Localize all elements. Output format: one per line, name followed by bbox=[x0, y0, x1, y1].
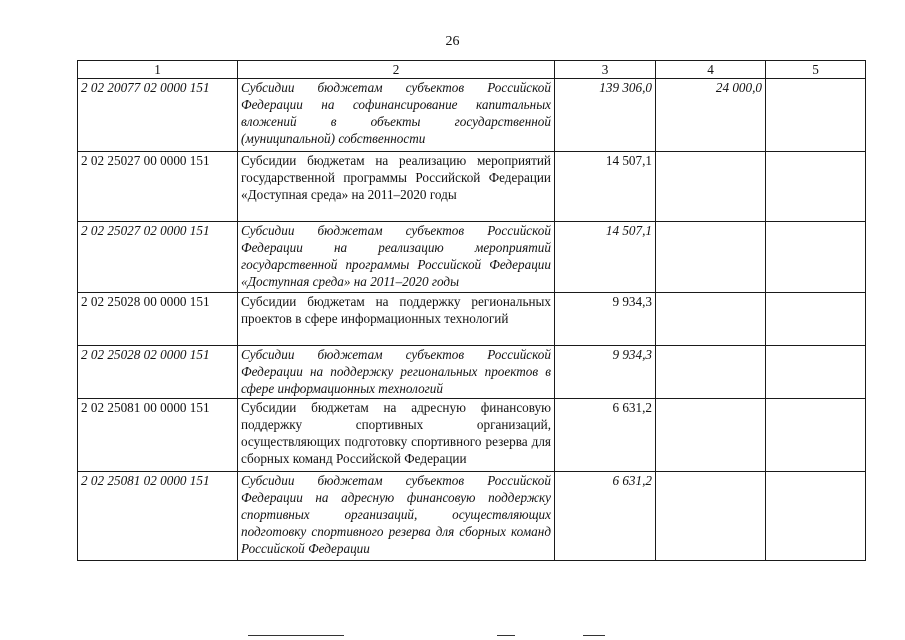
amount-col4-cell bbox=[656, 293, 766, 346]
amount-col5-cell bbox=[766, 399, 866, 472]
description-cell: Субсидии бюджетам на поддержку региональных проектов в сфере информационных технологий bbox=[238, 293, 555, 346]
column-header-5: 5 bbox=[766, 61, 866, 79]
description-cell: Субсидии бюджетам субъектов Российской Федерации на адресную финансовую поддержку спортивных организаций, осуществляющих подготовку спортивного резерва для сборных команд Российской Федерации bbox=[238, 472, 555, 561]
budget-code-cell: 2 02 25081 00 0000 151 bbox=[78, 399, 238, 472]
scan-artifact-line bbox=[248, 635, 344, 636]
amount-col3-cell: 14 507,1 bbox=[555, 152, 656, 222]
table-row bbox=[78, 79, 866, 152]
description-cell: Субсидии бюджетам на реализацию мероприятий государственной программы Российской Федерации «Доступная среда» на 2011–2020 годы bbox=[238, 152, 555, 222]
table-row bbox=[78, 346, 866, 399]
amount-col5-cell bbox=[766, 346, 866, 399]
table-row bbox=[78, 222, 866, 293]
amount-col3-cell: 139 306,0 bbox=[555, 79, 656, 152]
scan-artifact-line bbox=[583, 635, 605, 636]
description-cell: Субсидии бюджетам субъектов Российской Федерации на софинансирование капитальных вложений в объекты государственной (муниципальной) собственности bbox=[238, 79, 555, 152]
amount-col3-cell: 9 934,3 bbox=[555, 346, 656, 399]
column-header-2: 2 bbox=[238, 61, 555, 79]
table-row bbox=[78, 152, 866, 222]
column-header-3: 3 bbox=[555, 61, 656, 79]
amount-col5-cell bbox=[766, 152, 866, 222]
amount-col5-cell bbox=[766, 293, 866, 346]
budget-code-cell: 2 02 25081 02 0000 151 bbox=[78, 472, 238, 561]
description-cell: Субсидии бюджетам на адресную финансовую поддержку спортивных организаций, осуществляющих подготовку спортивного резерва для сборных команд Российской Федерации bbox=[238, 399, 555, 472]
column-header-4: 4 bbox=[656, 61, 766, 79]
table-row bbox=[78, 472, 866, 561]
budget-code-cell: 2 02 25027 00 0000 151 bbox=[78, 152, 238, 222]
page-number: 26 bbox=[445, 34, 460, 49]
amount-col5-cell bbox=[766, 222, 866, 293]
header-row bbox=[78, 61, 866, 79]
column-header-1: 1 bbox=[78, 61, 238, 79]
amount-col3-cell: 6 631,2 bbox=[555, 399, 656, 472]
description-cell: Субсидии бюджетам субъектов Российской Федерации на поддержку региональных проектов в сфере информационных технологий bbox=[238, 346, 555, 399]
amount-col4-cell bbox=[656, 222, 766, 293]
amount-col5-cell bbox=[766, 472, 866, 561]
amount-col3-cell: 6 631,2 bbox=[555, 472, 656, 561]
scan-artifact-line bbox=[497, 635, 515, 636]
budget-code-cell: 2 02 25027 02 0000 151 bbox=[78, 222, 238, 293]
budget-table bbox=[77, 60, 866, 561]
budget-code-cell: 2 02 25028 00 0000 151 bbox=[78, 293, 238, 346]
table-row bbox=[78, 293, 866, 346]
budget-code-cell: 2 02 25028 02 0000 151 bbox=[78, 346, 238, 399]
amount-col4-cell bbox=[656, 152, 766, 222]
amount-col3-cell: 9 934,3 bbox=[555, 293, 656, 346]
amount-col4-cell bbox=[656, 346, 766, 399]
description-cell: Субсидии бюджетам субъектов Российской Федерации на реализацию мероприятий государственной программы Российской Федерации «Доступная среда» на 2011–2020 годы bbox=[238, 222, 555, 293]
amount-col4-cell bbox=[656, 472, 766, 561]
amount-col4-cell bbox=[656, 399, 766, 472]
amount-col3-cell: 14 507,1 bbox=[555, 222, 656, 293]
budget-code-cell: 2 02 20077 02 0000 151 bbox=[78, 79, 238, 152]
table-row bbox=[78, 399, 866, 472]
amount-col5-cell bbox=[766, 79, 866, 152]
amount-col4-cell: 24 000,0 bbox=[656, 79, 766, 152]
